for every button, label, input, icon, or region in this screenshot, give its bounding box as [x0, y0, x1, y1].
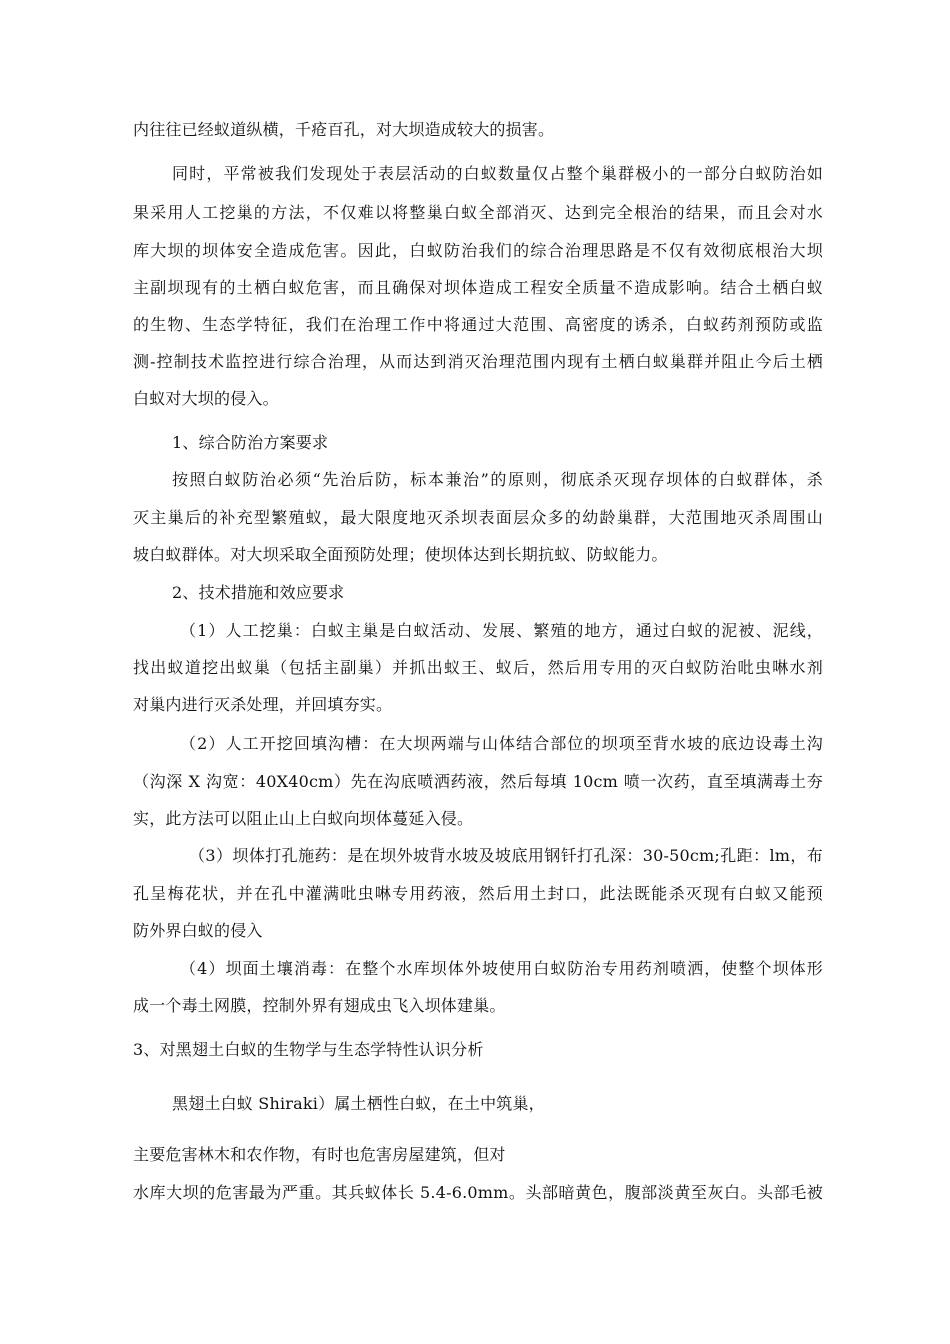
paragraph-line: 同时，平常被我们发现处于表层活动的白蚁数量仅占整个巢群极小的一部分白蚁防治如	[172, 164, 823, 183]
paragraph-line: 水库大坝的危害最为严重。其兵蚁体长 5.4-6.0mm。头部暗黄色，腹部淡黄至灰白。头部毛被	[133, 1183, 823, 1202]
paragraph-line: 主要危害林木和农作物，有时也危害房屋建筑，但对	[133, 1145, 506, 1164]
section-heading: 1、综合防治方案要求	[172, 433, 329, 452]
paragraph-line: （1）人工挖巢：白蚁主巢是白蚁活动、发展、繁殖的地方，通过白蚁的泥被、泥线，	[180, 621, 823, 640]
paragraph-line: （3）坝体打孔施药：是在坝外坡背水坡及坡底用钢钎打孔深：30-50cm;孔距：lm，布	[189, 846, 823, 865]
paragraph-line: 对巢内进行灭杀处理，并回填夯实。	[133, 695, 393, 714]
section-heading: 2、技术措施和效应要求	[172, 583, 345, 602]
paragraph-line: 灭主巢后的补充型繁殖蚁，最大限度地灭杀坝表面层众多的幼龄巢群，大范围地灭杀周围山	[133, 508, 823, 527]
paragraph-line: 黑翅土白蚁 Shiraki）属土栖性白蚁，在土中筑巢，	[172, 1094, 545, 1113]
paragraph-line: 测-控制技术监控进行综合治理，从而达到消灭治理范围内现有土栖白蚁巢群并阻止今后土栖	[133, 352, 823, 371]
paragraph-line: （沟深 X 沟宽：40X40cm）先在沟底喷洒药液，然后每填 10cm 喷一次药，直至填满毒土夯	[133, 772, 823, 791]
section-heading: 3、对黑翅土白蚁的生物学与生态学特性认识分析	[133, 1040, 484, 1059]
paragraph-line: 孔呈梅花状，并在孔中灌满吡虫啉专用药液，然后用土封口，此法既能杀灭现有白蚁又能预	[133, 884, 823, 903]
paragraph-line: 内往往已经蚁道纵横，千疮百孔，对大坝造成较大的损害。	[133, 120, 555, 139]
paragraph-line: 白蚁对大坝的侵入。	[133, 389, 279, 408]
paragraph-line: 按照白蚁防治必须“先治后防，标本兼治”的原则，彻底杀灭现存坝体的白蚁群体，杀	[172, 470, 823, 489]
paragraph-line: 坡白蚁群体。对大坝采取全面预防处理；使坝体达到长期抗蚁、防蚁能力。	[133, 545, 668, 564]
paragraph-line: 防外界白蚁的侵入	[133, 921, 263, 940]
paragraph-line: 果采用人工挖巢的方法，不仅难以将整巢白蚁全部消灭、达到完全根治的结果，而且会对水	[133, 203, 823, 222]
paragraph-line: （4）坝面土壤消毒：在整个水库坝体外坡使用白蚁防治专用药剂喷洒，使整个坝体形	[180, 959, 823, 978]
paragraph-line: 库大坝的坝体安全造成危害。因此，白蚁防治我们的综合治理思路是不仅有效彻底根治大坝	[133, 241, 823, 260]
paragraph-line: 成一个毒土网膜，控制外界有翅成虫飞入坝体建巢。	[133, 996, 506, 1015]
paragraph-line: 实，此方法可以阻止山上白蚁向坝体蔓延入侵。	[133, 809, 474, 828]
paragraph-line: （2）人工开挖回填沟槽：在大坝两端与山体结合部位的坝项至背水坡的底边设毒土沟	[180, 734, 823, 753]
paragraph-line: 的生物、生态学特征，我们在治理工作中将通过大范围、高密度的诱杀，白蚁药剂预防或监	[133, 315, 823, 334]
paragraph-line: 找出蚁道挖出蚁巢（包括主副巢）并抓出蚁王、蚁后，然后用专用的灭白蚁防治吡虫啉水剂	[133, 658, 823, 677]
paragraph-line: 主副坝现有的土栖白蚁危害，而且确保对坝体造成工程安全质量不造成影响。结合土栖白蚁	[133, 278, 823, 297]
